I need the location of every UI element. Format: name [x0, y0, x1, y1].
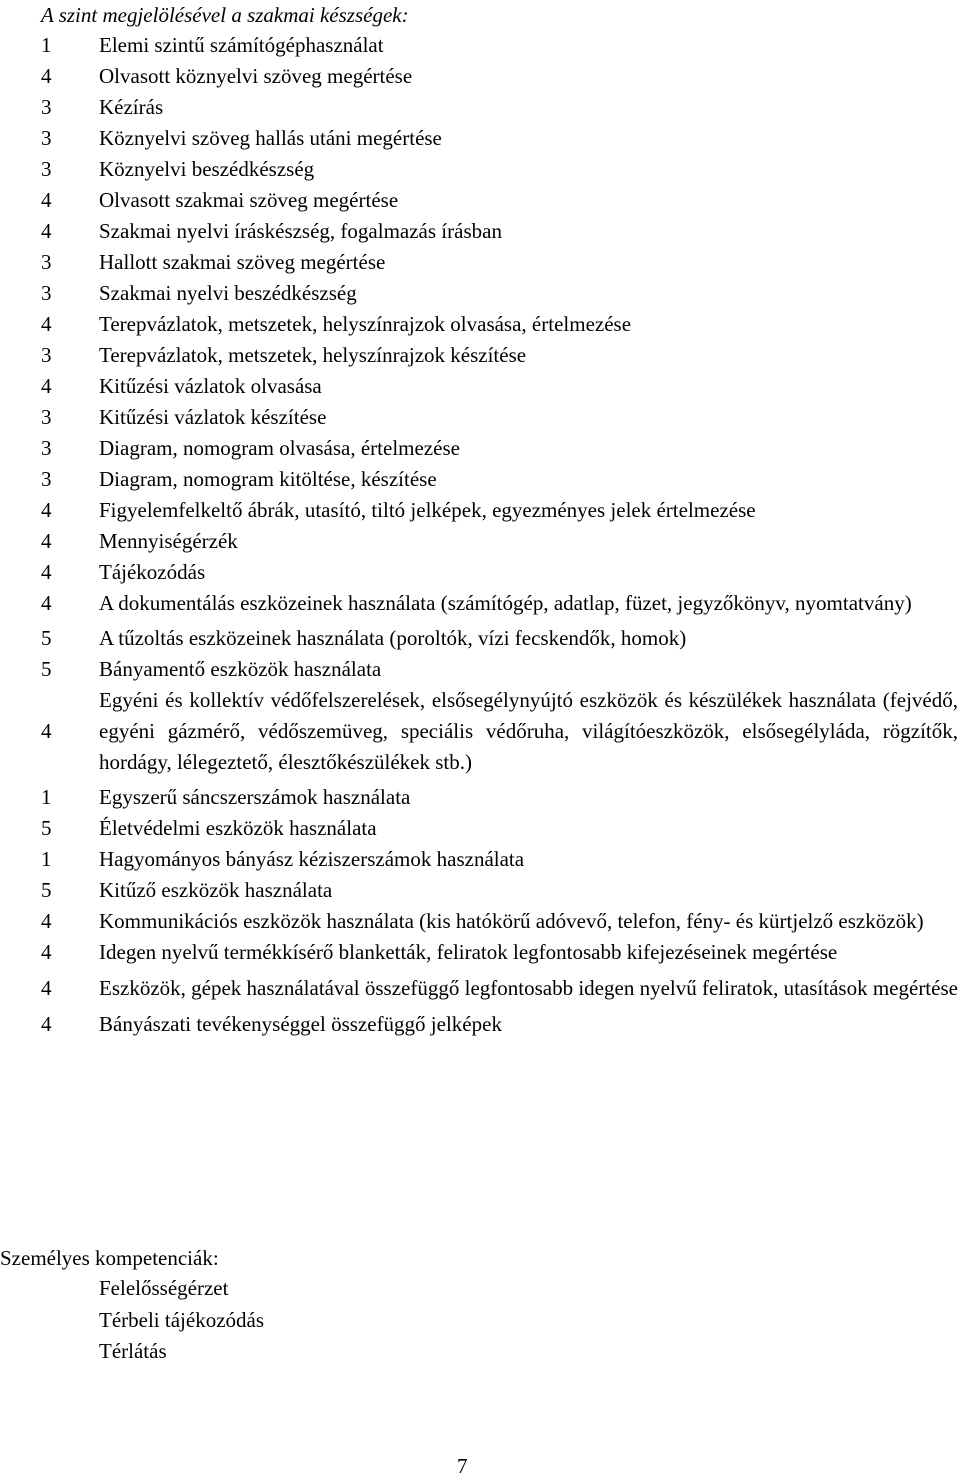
list-item: [41, 464, 958, 495]
skill-text: Bányamentő eszközök használata: [99, 657, 382, 681]
skill-level: 5: [41, 816, 52, 840]
skill-level: 4: [41, 591, 52, 615]
skill-level: 1: [41, 847, 52, 871]
skill-level: 3: [41, 126, 52, 150]
skill-level: 3: [41, 436, 52, 460]
skill-text: Kitűző eszközök használata: [99, 878, 333, 902]
list-item: [41, 433, 958, 464]
skill-level: 4: [41, 719, 52, 743]
skill-level: 4: [41, 529, 52, 553]
list-item: Térbeli tájékozódás: [99, 1307, 265, 1332]
page-number: 7: [457, 1454, 468, 1478]
skill-level: 4: [41, 560, 52, 584]
list-item: [41, 278, 958, 309]
skill-level: 4: [41, 312, 52, 336]
list-item: [41, 526, 958, 557]
skill-text: Egyszerű sáncszerszámok használata: [99, 785, 411, 809]
skill-level: 3: [41, 157, 52, 181]
skill-text: Terepvázlatok, metszetek, helyszínrajzok olvasása, értelmezése: [99, 312, 632, 336]
skills-heading: A szint megjelölésével a szakmai készségek:: [41, 3, 409, 27]
list-item: [41, 185, 958, 216]
skill-level: 5: [41, 657, 52, 681]
skill-level: 5: [41, 878, 52, 902]
skill-level: 4: [41, 188, 52, 212]
skill-level: 3: [41, 405, 52, 429]
skill-level: 3: [41, 343, 52, 367]
list-item: [41, 30, 958, 61]
skill-text: Terepvázlatok, metszetek, helyszínrajzok készítése: [99, 343, 527, 367]
list-item: [41, 782, 958, 813]
list-item: [41, 557, 958, 588]
list-item: Felelősségérzet: [99, 1276, 229, 1300]
list-item: [41, 371, 958, 402]
skill-level: 4: [41, 909, 52, 933]
skill-text: Kitűzési vázlatok olvasása: [99, 374, 322, 398]
skill-text: Mennyiségérzék: [99, 529, 238, 553]
skill-text: Szakmai nyelvi íráskészség, fogalmazás írásban: [99, 219, 502, 243]
personal-competencies-heading: Személyes kompetenciák:: [0, 1246, 219, 1270]
skill-text: Egyéni és kollektív védőfelszerelések, elsősegélynyújtó eszközök és készülékek használata (fejvédő, egyéni gázmérő, védőszemüveg, speciális védőruha, világítóeszközök, elsősegélyláda, rögzítők, hordágy, lélegeztető, élesztőkészülékek stb.): [99, 688, 958, 774]
skill-text: Kommunikációs eszközök használata (kis hatókörű adóvevő, telefon, fény- és kürtjelző eszközök): [99, 909, 924, 933]
personal-competencies-list: [99, 1273, 264, 1368]
skill-text: Bányászati tevékenységgel összefüggő jelképek: [99, 1012, 502, 1036]
skill-text: Köznyelvi beszédkészség: [99, 157, 315, 181]
list-item: [41, 402, 958, 433]
skill-text: Hallott szakmai szöveg megértése: [99, 250, 386, 274]
list-item: [41, 813, 958, 844]
list-item: [41, 61, 958, 92]
skill-text: Köznyelvi szöveg hallás utáni megértése: [99, 126, 442, 150]
skill-level: 3: [41, 250, 52, 274]
list-item: [41, 588, 958, 619]
skill-text: A dokumentálás eszközeinek használata (számítógép, adatlap, füzet, jegyzőkönyv, nyomtatvány): [99, 591, 912, 615]
skill-text: Diagram, nomogram olvasása, értelmezése: [99, 436, 460, 460]
skill-level: 4: [41, 219, 52, 243]
skill-level: 1: [41, 785, 52, 809]
list-item: Térlátás: [99, 1339, 167, 1363]
skill-text: Idegen nyelvű termékkísérő blanketták, feliratok legfontosabb kifejezéseinek megértése: [99, 940, 838, 964]
list-item: [41, 92, 958, 123]
skill-text: Diagram, nomogram kitöltése, készítése: [99, 467, 437, 491]
skill-level: 4: [41, 374, 52, 398]
skill-text: Olvasott szakmai szöveg megértése: [99, 188, 399, 212]
skill-level: 1: [41, 33, 52, 57]
list-item: [41, 216, 958, 247]
list-item: [41, 973, 958, 1004]
skill-text: Életvédelmi eszközök használata: [99, 816, 377, 840]
list-item: [41, 937, 958, 968]
skill-text: Olvasott köznyelvi szöveg megértése: [99, 64, 413, 88]
skill-level: 4: [41, 976, 52, 1000]
skill-text: Hagyományos bányász kéziszerszámok használata: [99, 847, 525, 871]
skill-text: Kézírás: [99, 95, 164, 119]
list-item: [41, 154, 958, 185]
list-item: [41, 906, 958, 937]
list-item: [41, 1009, 958, 1040]
skill-level: 4: [41, 498, 52, 522]
skill-text: Eszközök, gépek használatával összefüggő legfontosabb idegen nyelvű feliratok, utasítások megértése: [99, 976, 958, 1000]
skill-level: 3: [41, 467, 52, 491]
skill-level: 3: [41, 95, 52, 119]
skill-text: Elemi szintű számítógéphasználat: [99, 33, 384, 57]
skill-level: 4: [41, 940, 52, 964]
skill-text: A tűzoltás eszközeinek használata (poroltók, vízi fecskendők, homok): [99, 626, 687, 650]
skills-list: [41, 30, 958, 1040]
list-item: [41, 495, 958, 526]
skill-level: 4: [41, 64, 52, 88]
skill-level: 5: [41, 626, 52, 650]
list-item: [41, 844, 958, 875]
skill-text: Kitűzési vázlatok készítése: [99, 405, 327, 429]
list-item: [41, 340, 958, 371]
skill-text: Tájékozódás: [99, 560, 206, 584]
skill-level: 4: [41, 1012, 52, 1036]
list-item: [41, 654, 958, 685]
list-item: [41, 247, 958, 278]
skill-text: Szakmai nyelvi beszédkészség: [99, 281, 357, 305]
list-item: [41, 623, 958, 654]
skill-text: Figyelemfelkeltő ábrák, utasító, tiltó jelképek, egyezményes jelek értelmezése: [99, 498, 756, 522]
list-item: [41, 875, 958, 906]
list-item: [41, 123, 958, 154]
skill-level: 3: [41, 281, 52, 305]
list-item: [41, 309, 958, 340]
list-item: [41, 685, 958, 778]
